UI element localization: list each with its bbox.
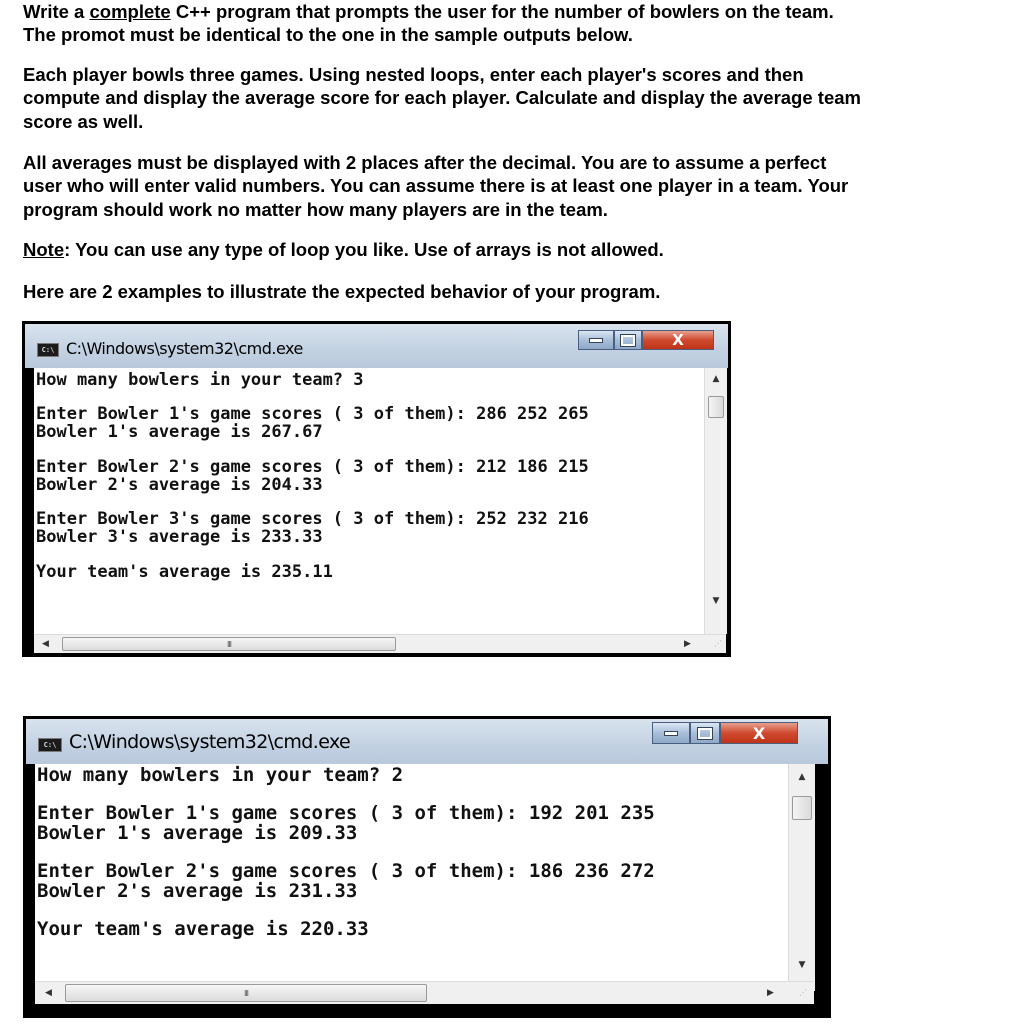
console-icon[interactable]: C:\ bbox=[37, 343, 59, 357]
scroll-left-icon[interactable]: ◀ bbox=[42, 639, 49, 649]
instruction-text: Write a bbox=[23, 1, 90, 22]
console-icon[interactable]: C:\ bbox=[38, 738, 62, 752]
console-output[interactable] bbox=[34, 368, 704, 634]
note-paragraph bbox=[23, 238, 664, 261]
instruction-text: user who will enter valid numbers. You can assume there is at least one player in a team. Your bbox=[23, 175, 849, 197]
console-window-2 bbox=[23, 716, 831, 1018]
instruction-text: The promot must be identical to the one in the sample outputs below. bbox=[23, 24, 633, 46]
window-controls bbox=[652, 722, 798, 744]
scroll-thumb[interactable] bbox=[792, 796, 812, 820]
console-line: Bowler 2's average is 204.33 bbox=[36, 475, 323, 495]
maximize-button[interactable] bbox=[690, 722, 720, 744]
console-line: Enter Bowler 2's game scores ( 3 of them): 212 186 215 bbox=[36, 457, 589, 477]
instruction-text: C++ program that prompts the user for the number of bowlers on the team. bbox=[170, 1, 834, 22]
console-window-1 bbox=[22, 321, 731, 657]
instruction-paragraph-1 bbox=[23, 0, 834, 47]
console-line: Enter Bowler 1's game scores ( 3 of them): 192 201 235 bbox=[37, 802, 655, 824]
console-line: How many bowlers in your team? 3 bbox=[36, 370, 364, 390]
instruction-paragraph-3 bbox=[23, 151, 848, 221]
scroll-right-icon[interactable]: ▶ bbox=[684, 639, 691, 649]
window-titlebar[interactable] bbox=[26, 719, 828, 764]
console-line: Bowler 1's average is 209.33 bbox=[37, 822, 358, 844]
minimize-button[interactable] bbox=[652, 722, 690, 744]
console-line: Bowler 1's average is 267.67 bbox=[36, 422, 323, 442]
scroll-down-icon[interactable]: ▼ bbox=[798, 960, 806, 970]
scroll-up-icon[interactable]: ▲ bbox=[712, 374, 720, 384]
maximize-icon bbox=[698, 728, 712, 739]
console-output[interactable] bbox=[35, 764, 788, 991]
console-line: Bowler 2's average is 231.33 bbox=[37, 880, 358, 902]
instruction-text: program should work no matter how many players are in the team. bbox=[23, 198, 608, 220]
console-line: Your team's average is 235.11 bbox=[36, 562, 333, 582]
maximize-icon bbox=[621, 335, 635, 346]
instruction-text: Each player bowls three games. Using nested loops, enter each player's scores and then bbox=[23, 64, 804, 85]
horizontal-scrollbar[interactable] bbox=[35, 981, 814, 1004]
horizontal-scrollbar[interactable] bbox=[34, 634, 726, 653]
window-titlebar[interactable] bbox=[25, 324, 728, 368]
console-line: Enter Bowler 2's game scores ( 3 of them): 186 236 272 bbox=[37, 860, 655, 882]
window-controls bbox=[578, 330, 714, 350]
instruction-text: Here are 2 examples to illustrate the expected behavior of your program. bbox=[23, 281, 661, 302]
scroll-left-icon[interactable]: ◀ bbox=[45, 988, 52, 998]
instruction-text: All averages must be displayed with 2 places after the decimal. You are to assume a perfect bbox=[23, 152, 827, 173]
resize-grip-icon[interactable]: ⋰ bbox=[799, 988, 807, 997]
vertical-scrollbar[interactable] bbox=[788, 764, 815, 991]
console-line: Bowler 3's average is 233.33 bbox=[36, 527, 323, 547]
minimize-icon bbox=[664, 731, 678, 736]
maximize-button[interactable] bbox=[614, 330, 642, 350]
console-line: Enter Bowler 1's game scores ( 3 of them): 286 252 265 bbox=[36, 404, 589, 424]
scroll-thumb[interactable]: III bbox=[65, 984, 427, 1002]
close-button[interactable] bbox=[642, 330, 714, 350]
scroll-up-icon[interactable]: ▲ bbox=[798, 772, 806, 782]
scroll-down-icon[interactable]: ▼ bbox=[712, 596, 720, 606]
scroll-thumb[interactable] bbox=[708, 396, 724, 418]
minimize-icon bbox=[589, 338, 603, 343]
console-line: How many bowlers in your team? 2 bbox=[37, 764, 404, 786]
vertical-scrollbar[interactable] bbox=[704, 368, 727, 634]
instruction-text: compute and display the average score for each player. Calculate and display the average team bbox=[23, 87, 861, 109]
window-title: C:\Windows\system32\cmd.exe bbox=[69, 731, 351, 753]
close-icon: X bbox=[752, 723, 766, 743]
window-title: C:\Windows\system32\cmd.exe bbox=[66, 339, 303, 358]
scroll-right-icon[interactable]: ▶ bbox=[767, 988, 774, 998]
note-label: Note bbox=[23, 239, 65, 260]
underlined-word: complete bbox=[89, 1, 171, 22]
instruction-text: score as well. bbox=[23, 110, 144, 132]
console-line: Your team's average is 220.33 bbox=[37, 918, 369, 940]
instruction-paragraph-2 bbox=[23, 63, 861, 133]
close-icon: X bbox=[672, 331, 684, 349]
close-button[interactable] bbox=[720, 722, 798, 744]
resize-grip-icon[interactable]: ⋰ bbox=[714, 639, 722, 648]
console-line: Enter Bowler 3's game scores ( 3 of them): 252 232 216 bbox=[36, 509, 589, 529]
examples-intro bbox=[23, 280, 660, 303]
minimize-button[interactable] bbox=[578, 330, 614, 350]
note-text: : You can use any type of loop you like. Use of arrays is not allowed. bbox=[64, 239, 664, 260]
scroll-thumb[interactable]: III bbox=[62, 637, 396, 651]
